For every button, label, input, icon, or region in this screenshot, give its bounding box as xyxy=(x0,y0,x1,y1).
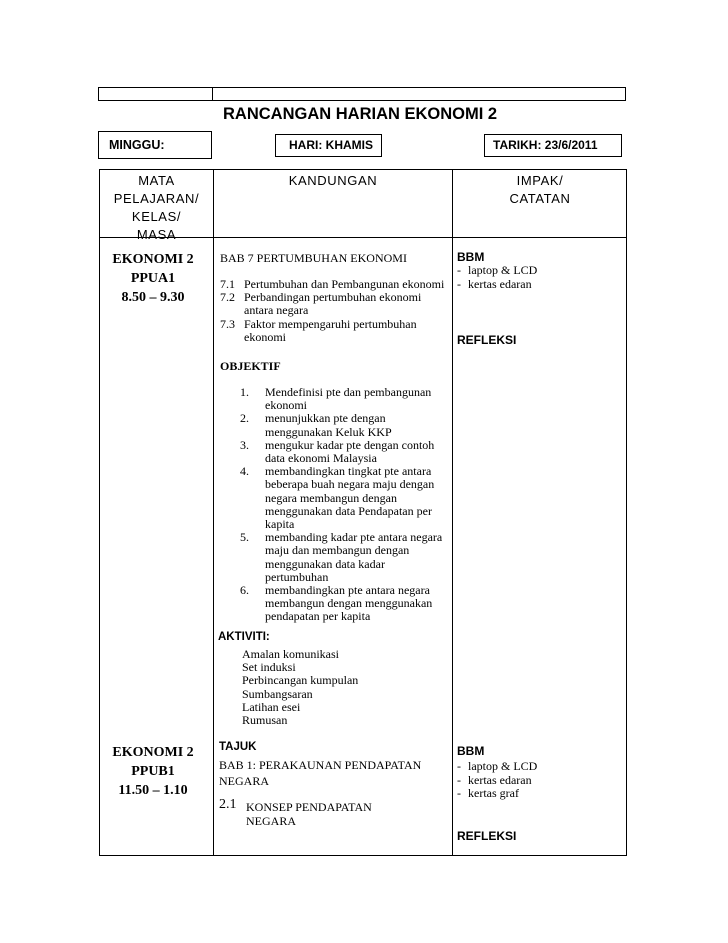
objective-line: beberapa buah negara maju dengan xyxy=(265,477,435,492)
header-impak-catatan xyxy=(453,172,627,208)
row2-refleksi-heading: REFLEKSI xyxy=(457,829,517,843)
row1-subject: EKONOMI 2 xyxy=(112,252,194,267)
objective-line: negara membangun dengan xyxy=(265,490,397,505)
objective-item xyxy=(240,584,452,624)
row1-class: PPUA1 xyxy=(130,271,176,286)
objective-line: kapita xyxy=(265,517,295,532)
objective-line: menggunakan Keluk KKP xyxy=(265,424,392,439)
header-col3-line2: CATATAN xyxy=(509,191,571,206)
objective-item xyxy=(240,465,452,531)
activity-item: Latihan esei xyxy=(242,699,301,714)
header-col1-line1: MATA xyxy=(138,173,175,188)
col-divider-2 xyxy=(452,170,453,855)
objective-number: 6. xyxy=(240,583,249,598)
objective-line: pendapatan per kapita xyxy=(265,609,371,624)
objective-line: data ekonomi Malaysia xyxy=(265,451,377,466)
tajuk-heading: TAJUK xyxy=(219,741,257,753)
objective-line: maju dan membangun dengan xyxy=(265,543,410,558)
lesson-plan-table xyxy=(99,169,627,856)
activity-item: Sumbangsaran xyxy=(242,686,313,701)
row1-bbm-heading: BBM xyxy=(457,250,485,264)
row2-subtopic xyxy=(246,800,372,828)
row2-subtopic-number: 2.1 xyxy=(219,797,237,812)
topic-number: 7.2 xyxy=(220,290,235,305)
activity-item: Amalan komunikasi xyxy=(242,647,339,661)
objective-number: 3. xyxy=(240,437,249,452)
objective-line: pertumbuhan xyxy=(265,569,329,584)
minggu-box xyxy=(98,131,212,159)
bbm-item: - laptop & LCD xyxy=(456,760,537,774)
header-col3-line1: IMPAK/ xyxy=(516,173,564,188)
topic-line: Pertumbuhan dan Pembangunan ekonomi xyxy=(244,277,445,291)
header-col1-line4: MASA xyxy=(136,227,177,242)
activity-list xyxy=(242,648,358,727)
objective-number: 2. xyxy=(240,411,249,426)
row1-topic-list xyxy=(220,278,452,344)
objective-list xyxy=(240,386,452,624)
header-col1-line3: KELAS/ xyxy=(131,209,182,224)
row2-chapter-line: NEGARA xyxy=(219,774,269,788)
bbm-item: - kertas graf xyxy=(456,787,537,801)
activity-item: Rumusan xyxy=(242,713,288,728)
header-mata-pelajaran xyxy=(100,172,213,244)
activity-item: Perbincangan kumpulan xyxy=(242,673,359,688)
objective-line: Mendefinisi pte dan pembangunan xyxy=(265,385,432,399)
bbm-item: - kertas edaran xyxy=(456,278,537,292)
row2-class-info xyxy=(100,743,206,800)
bbm-item: - kertas edaran xyxy=(456,774,537,788)
objective-line: mengukur kadar pte dengan contoh xyxy=(265,437,435,452)
topic-line: Faktor mempengaruhi pertumbuhan xyxy=(244,316,417,331)
objektif-heading: OBJEKTIF xyxy=(220,359,281,373)
row2-bbm-heading: BBM xyxy=(457,744,485,758)
top-header-strip xyxy=(98,87,626,101)
top-strip-divider xyxy=(212,88,213,100)
objective-line: membandingkan tingkat pte antara xyxy=(265,464,432,479)
topic-item xyxy=(220,318,452,344)
bbm-item: - laptop & LCD xyxy=(456,264,537,278)
objective-line: ekonomi xyxy=(265,398,307,413)
row1-time: 8.50 – 9.30 xyxy=(121,290,185,305)
row2-chapter xyxy=(219,757,421,789)
row1-refleksi-heading: REFLEKSI xyxy=(457,333,517,347)
objective-number: 5. xyxy=(240,530,249,545)
col-divider-1 xyxy=(213,170,214,855)
row1-class-info xyxy=(100,250,206,307)
objective-item xyxy=(240,386,452,412)
tarikh-label: TARIKH: 23/6/2011 xyxy=(493,138,598,152)
activity-item: Set induksi xyxy=(242,660,296,675)
row1-bbm-list xyxy=(456,264,537,291)
objective-item xyxy=(240,531,452,584)
objective-number: 1. xyxy=(240,385,249,399)
minggu-label: MINGGU: xyxy=(109,138,165,152)
objective-line: menggunakan data kadar xyxy=(265,556,385,571)
objective-item xyxy=(240,412,452,438)
row2-class: PPUB1 xyxy=(131,764,175,779)
objective-line: menunjukkan pte dengan xyxy=(265,411,386,426)
topic-line: antara negara xyxy=(244,303,309,318)
row2-subject: EKONOMI 2 xyxy=(112,745,194,760)
topic-number: 7.1 xyxy=(220,277,235,291)
objective-line: membandingkan pte antara negara xyxy=(265,583,430,598)
topic-line: Perbandingan pertumbuhan ekonomi xyxy=(244,290,422,305)
topic-line: ekonomi xyxy=(244,329,286,344)
hari-label: HARI: KHAMIS xyxy=(289,138,373,152)
hari-box xyxy=(275,134,382,157)
row2-chapter-line: BAB 1: PERAKAUNAN PENDAPATAN xyxy=(219,758,422,772)
row2-time: 11.50 – 1.10 xyxy=(118,783,188,798)
objective-line: menggunakan data Pendapatan per xyxy=(265,503,432,518)
topic-number: 7.3 xyxy=(220,316,235,331)
header-col1-line2: PELAJARAN/ xyxy=(113,191,200,206)
row2-bbm-list xyxy=(456,760,537,801)
topic-item xyxy=(220,291,452,317)
header-kandungan: KANDUNGAN xyxy=(288,173,378,188)
tarikh-box xyxy=(484,134,622,157)
objective-number: 4. xyxy=(240,464,249,479)
aktiviti-heading: AKTIVITI: xyxy=(218,631,270,643)
row1-chapter: BAB 7 PERTUMBUHAN EKONOMI xyxy=(220,251,407,265)
objective-line: membangun dengan menggunakan xyxy=(265,596,433,611)
objective-item xyxy=(240,439,452,465)
objective-line: membanding kadar pte antara negara xyxy=(265,530,443,545)
page-title: RANCANGAN HARIAN EKONOMI 2 xyxy=(223,105,498,123)
row2-subtopic-line: KONSEP PENDAPATAN xyxy=(246,800,372,814)
row2-subtopic-line: NEGARA xyxy=(246,814,296,828)
